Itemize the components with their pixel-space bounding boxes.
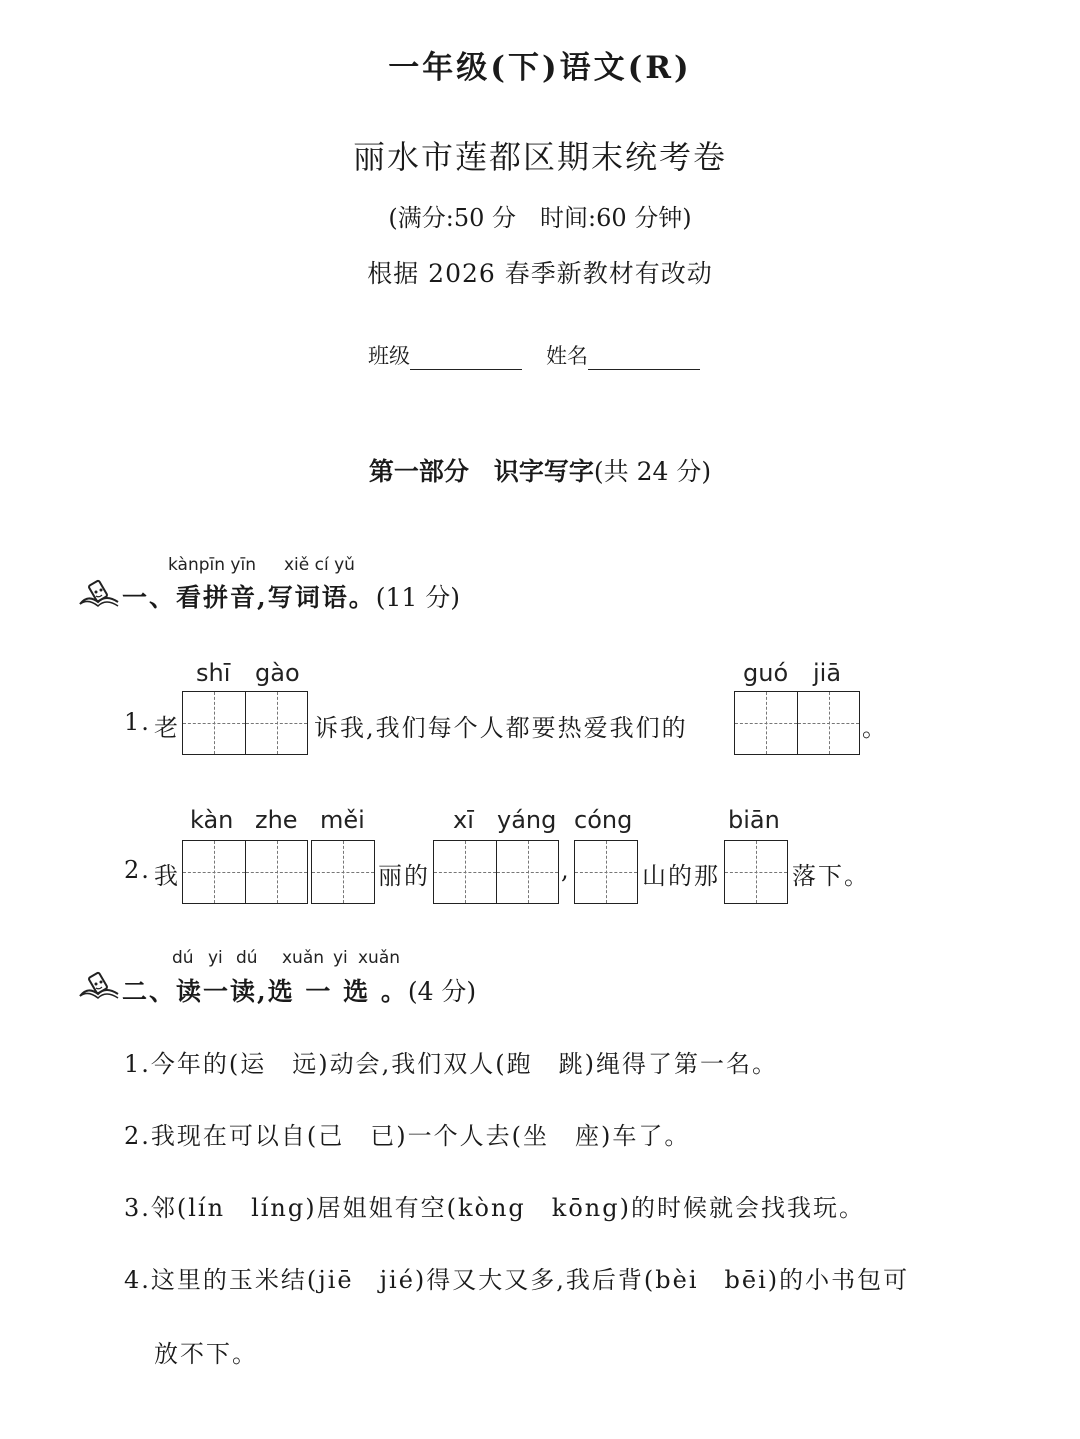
q2-pinyin-mei: měi [320,806,365,834]
q2-pinyin-zhe: zhe [255,806,298,834]
writing-cell[interactable] [434,841,496,903]
q1-number: 1. [124,708,151,736]
section1-pinyin-2: xiě cí yǔ [284,555,355,575]
section1-title-text: 一、看拼音,写词语。 [122,583,376,612]
section2-item-4: 4.这里的玉米结(jiē jié)得又大又多,我后背(bèi bēi)的小书包可 [124,1266,910,1294]
writing-cell[interactable] [725,841,787,903]
textbook-note: 根据 2026 春季新教材有改动 [367,259,713,288]
section2-title [122,972,476,1008]
section2-pinyin-du1: dú [172,948,194,968]
q2-grid-c[interactable] [433,840,559,904]
q1-grid-a[interactable] [182,691,308,755]
writing-cell[interactable] [797,692,859,754]
q2-text-4: 山的那 [642,862,720,890]
section2-item-4-cont: 放不下。 [154,1340,258,1368]
writing-cell[interactable] [183,841,245,903]
q2-text-3: , [561,856,571,884]
q2-grid-e[interactable] [724,840,788,904]
section2-pinyin-yi2: yi [333,948,348,968]
section1-score: (11 分) [375,583,460,612]
pencil-book-icon [76,576,122,616]
q1-text-before: 老 [154,714,180,742]
part1-title-text: 第一部分 识字写字 [368,457,594,486]
part1-score: (共 24 分) [593,457,712,486]
q1-pinyin-guo: guó [743,659,789,687]
part1-title [0,452,1080,488]
grade-subject-title: 一年级(下)语文(R) [388,50,692,86]
exam-name: 丽水市莲都区期末统考卷 [352,138,727,176]
q2-text-5: 落下。 [792,862,870,890]
q2-pinyin-xi: xī [453,806,474,834]
q2-pinyin-kan: kàn [190,806,234,834]
writing-cell[interactable] [245,841,307,903]
section2-item-3: 3.邻(lín líng)居姐姐有空(kòng kōng)的时候就会找我玩。 [124,1194,865,1222]
q2-text-2: 丽的 [378,862,430,890]
name-blank[interactable] [588,347,700,370]
class-label: 班级 [368,344,410,368]
q2-grid-b[interactable] [311,840,375,904]
section2-pinyin-yi1: yi [208,948,223,968]
section2-title-text: 二、读一读,选 一 选 。 [122,977,408,1006]
q2-text-1: 我 [154,862,180,890]
q1-text-end: 。 [862,714,888,742]
q1-grid-b[interactable] [734,691,860,755]
writing-cell[interactable] [312,841,374,903]
q1-pinyin-gao: gào [255,659,300,687]
section2-pinyin-xuan2: xuǎn [358,948,401,968]
q1-text-middle: 诉我,我们每个人都要热爱我们的 [314,714,688,742]
pencil-book-icon [76,968,122,1008]
class-blank[interactable] [410,347,522,370]
q2-grid-a[interactable] [182,840,308,904]
writing-cell[interactable] [496,841,558,903]
section2-pinyin-xuan1: xuǎn [282,948,325,968]
q2-number: 2. [124,856,151,884]
name-label: 姓名 [546,344,588,368]
writing-cell[interactable] [183,692,245,754]
q2-pinyin-cong: cóng [574,806,633,834]
section2-item-1: 1.今年的(运 远)动会,我们双人(跑 跳)绳得了第一名。 [124,1050,778,1078]
q1-pinyin-shi: shī [196,659,231,687]
writing-cell[interactable] [575,841,637,903]
exam-info: (满分:50 分 时间:60 分钟) [388,204,692,232]
q2-pinyin-bian: biān [728,806,780,834]
writing-cell[interactable] [735,692,797,754]
writing-cell[interactable] [245,692,307,754]
section2-item-2: 2.我现在可以自(己 已)一个人去(坐 座)车了。 [124,1122,691,1150]
section1-title [122,578,460,614]
q2-grid-d[interactable] [574,840,638,904]
section2-score: (4 分) [407,977,477,1006]
section2-pinyin-du2: dú [236,948,258,968]
q2-pinyin-yang: yáng [497,806,557,834]
section1-pinyin-1: kànpīn yīn [168,555,256,575]
student-fields [368,340,724,370]
q1-pinyin-jia: jiā [813,659,842,687]
